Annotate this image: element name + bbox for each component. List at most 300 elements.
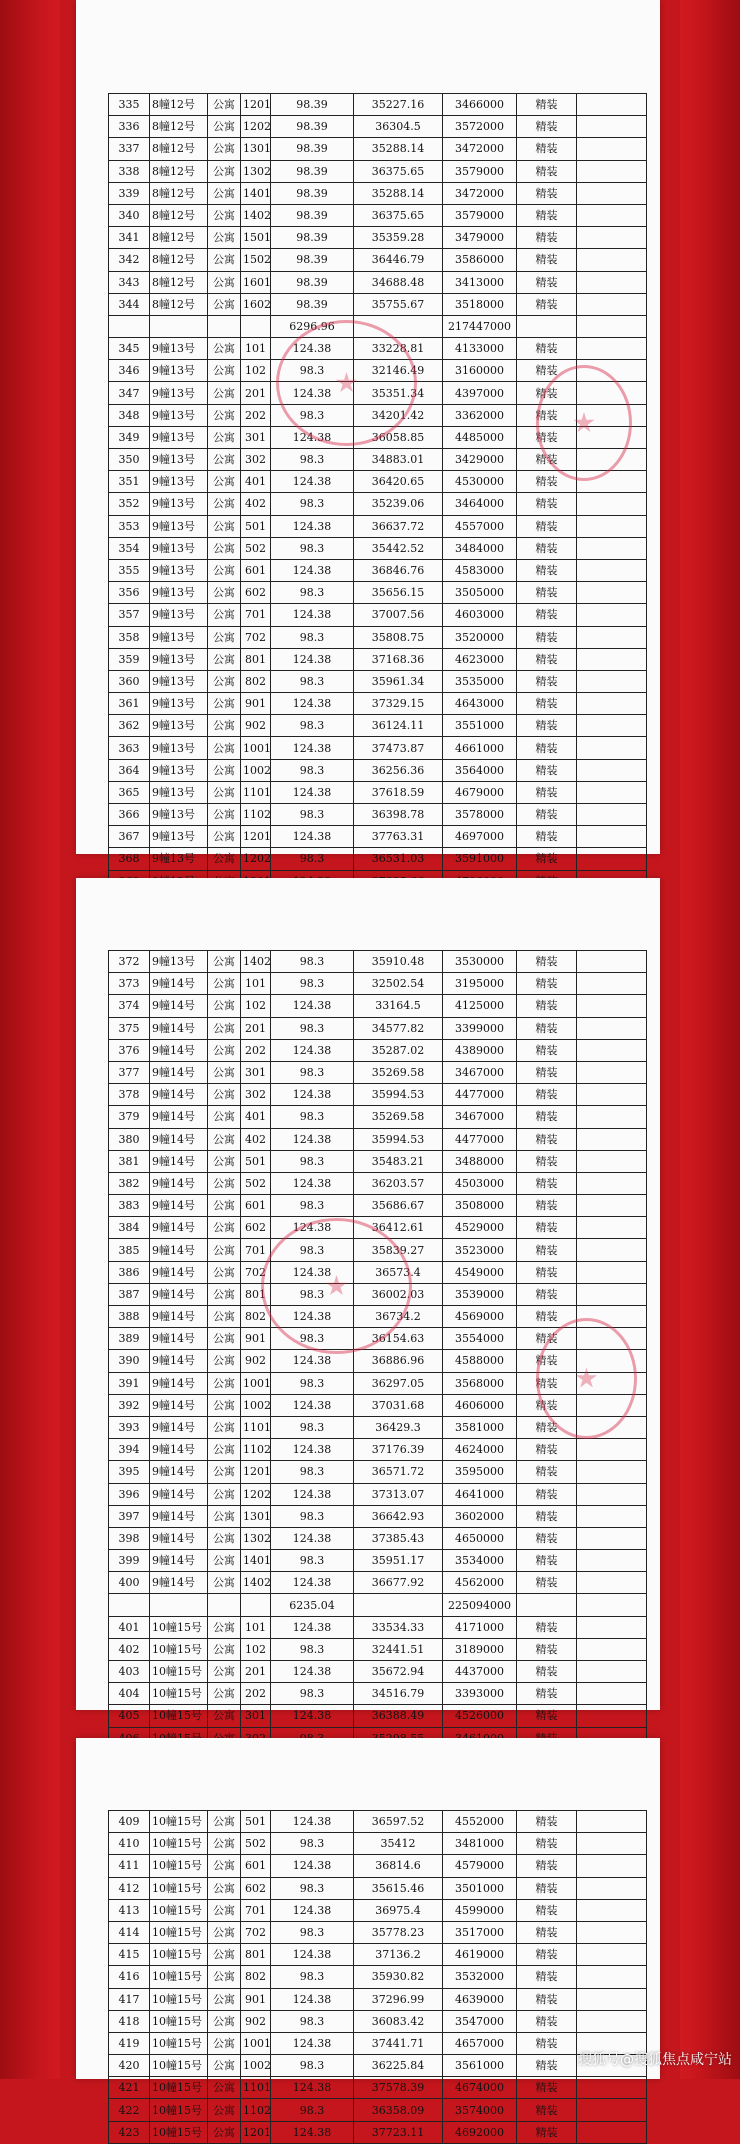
table-cell: 10幢15号 [150,2099,208,2121]
table-cell: 410 [109,1833,150,1855]
table-cell: 415 [109,1944,150,1966]
table-cell: 精装 [517,995,577,1017]
table-cell: 1201 [241,826,271,848]
table-cell: 4641000 [443,1483,517,1505]
table-row [109,1683,647,1705]
table-cell: 354 [109,537,150,559]
table-cell: 8幢12号 [150,116,208,138]
table-cell: 102 [241,360,271,382]
table-cell: 3535000 [443,670,517,692]
table-cell: 36446.79 [354,249,443,271]
table-cell: 352 [109,493,150,515]
table-cell: 4529000 [443,1217,517,1239]
table-cell: 124.38 [271,693,354,715]
table-cell: 4623000 [443,648,517,670]
table-cell: 358 [109,626,150,648]
table-cell: 公寓 [208,1172,241,1194]
table-cell: 9幢13号 [150,515,208,537]
table-cell: 3586000 [443,249,517,271]
table-cell: 1502 [241,249,271,271]
table-cell: 精装 [517,1195,577,1217]
table-row [109,826,647,848]
table-cell: 35615.46 [354,1877,443,1899]
table-row [109,1195,647,1217]
table-cell: 10幢15号 [150,1638,208,1660]
table-cell: 381 [109,1150,150,1172]
table-row [109,1616,647,1638]
table-cell: 9幢13号 [150,582,208,604]
table-cell: 4697000 [443,826,517,848]
table-row [109,1638,647,1660]
table-cell: 1201 [241,2121,271,2143]
table-cell: 35288.14 [354,182,443,204]
table-cell: 901 [241,1328,271,1350]
table-cell: 精装 [517,1416,577,1438]
table-cell: 3564000 [443,759,517,781]
table-cell: 202 [241,1039,271,1061]
table-row [109,626,647,648]
table-cell: 3595000 [443,1461,517,1483]
table-cell: 98.3 [271,973,354,995]
table-cell: 343 [109,271,150,293]
table-cell: 395 [109,1461,150,1483]
table-cell: 35839.27 [354,1239,443,1261]
table-cell: 精装 [517,1039,577,1061]
table-cell: 36571.72 [354,1461,443,1483]
table-cell: 9幢14号 [150,1283,208,1305]
table-cell: 3554000 [443,1328,517,1350]
table-cell: 124.38 [271,1616,354,1638]
table-cell-empty [577,1172,647,1194]
table-cell: 202 [241,404,271,426]
table-cell: 公寓 [208,582,241,604]
table-cell: 201 [241,382,271,404]
table-row [109,737,647,759]
table-row [109,1966,647,1988]
table-cell-empty [577,94,647,116]
table-cell: 1301 [241,138,271,160]
table-cell: 精装 [517,1461,577,1483]
table-cell: 公寓 [208,182,241,204]
table-row [109,2121,647,2143]
table-cell: 3568000 [443,1372,517,1394]
table-cell: 1402 [241,204,271,226]
table-cell: 1202 [241,1483,271,1505]
table-cell-empty [577,1283,647,1305]
table-cell: 9幢14号 [150,1217,208,1239]
table-cell [150,1594,208,1616]
table-cell: 4549000 [443,1261,517,1283]
table-cell: 37618.59 [354,781,443,803]
table-cell: 精装 [517,1833,577,1855]
table-cell: 124.38 [271,1306,354,1328]
table-row [109,1811,647,1833]
price-table-page-1 [108,93,647,937]
table-cell: 4603000 [443,604,517,626]
table-cell: 精装 [517,1483,577,1505]
table-cell: 公寓 [208,537,241,559]
table-cell: 9幢14号 [150,1461,208,1483]
table-cell: 精装 [517,1638,577,1660]
table-cell: 338 [109,160,150,182]
table-cell: 124.38 [271,515,354,537]
table-cell: 9幢14号 [150,1061,208,1083]
table-cell: 98.3 [271,951,354,973]
table-row [109,1705,647,1727]
table-cell: 9幢13号 [150,670,208,692]
table-cell: 34883.01 [354,449,443,471]
table-cell: 10幢15号 [150,1683,208,1705]
table-cell: 公寓 [208,604,241,626]
table-cell: 精装 [517,1261,577,1283]
table-cell: 公寓 [208,973,241,995]
table-cell: 10幢15号 [150,2121,208,2143]
table-cell: 公寓 [208,227,241,249]
table-cell: 98.3 [271,1833,354,1855]
table-cell: 301 [241,1705,271,1727]
table-cell-empty [577,648,647,670]
table-cell: 3581000 [443,1416,517,1438]
table-cell: 精装 [517,2077,577,2099]
table-cell: 902 [241,2010,271,2032]
table-cell: 精装 [517,138,577,160]
table-cell: 精装 [517,1899,577,1921]
table-cell: 精装 [517,1661,577,1683]
table-cell: 353 [109,515,150,537]
table-cell: 精装 [517,848,577,870]
table-cell: 4624000 [443,1439,517,1461]
table-cell: 347 [109,382,150,404]
table-cell: 35359.28 [354,227,443,249]
table-cell: 702 [241,626,271,648]
table-row [109,804,647,826]
table-cell: 386 [109,1261,150,1283]
table-cell: 396 [109,1483,150,1505]
table-cell-empty [577,515,647,537]
table-cell: 422 [109,2099,150,2121]
table-cell: 公寓 [208,1461,241,1483]
table-cell: 精装 [517,2121,577,2143]
table-cell: 124.38 [271,1661,354,1683]
table-cell-empty [577,951,647,973]
table-cell: 10幢15号 [150,2010,208,2032]
table-cell: 9幢14号 [150,1483,208,1505]
table-cell: 4650000 [443,1527,517,1549]
table-cell-empty [577,1150,647,1172]
table-cell: 98.3 [271,1461,354,1483]
table-row [109,1106,647,1128]
table-cell: 1002 [241,2055,271,2077]
table-cell: 公寓 [208,1261,241,1283]
table-cell: 401 [241,1106,271,1128]
table-cell: 124.38 [271,1084,354,1106]
table-cell: 35288.14 [354,138,443,160]
table-cell: 公寓 [208,951,241,973]
table-cell: 403 [109,1661,150,1683]
table-cell: 36388.49 [354,1705,443,1727]
table-cell: 精装 [517,1705,577,1727]
table-cell: 124.38 [271,826,354,848]
table-cell: 602 [241,582,271,604]
table-cell: 502 [241,1172,271,1194]
table-cell: 3466000 [443,94,517,116]
table-cell: 公寓 [208,1855,241,1877]
table-cell: 4477000 [443,1084,517,1106]
table-cell: 344 [109,293,150,315]
table-cell: 362 [109,715,150,737]
table-cell: 36637.72 [354,515,443,537]
table-cell: 公寓 [208,1128,241,1150]
table-cell: 35930.82 [354,1966,443,1988]
table-row [109,1150,647,1172]
table-cell: 公寓 [208,648,241,670]
table-cell: 702 [241,1261,271,1283]
table-cell: 精装 [517,1150,577,1172]
table-row [109,515,647,537]
table-cell: 124.38 [271,1572,354,1594]
table-cell-empty [577,670,647,692]
table-cell: 98.3 [271,582,354,604]
table-cell: 3547000 [443,2010,517,2032]
table-cell: 502 [241,537,271,559]
table-cell: 3561000 [443,2055,517,2077]
table-cell: 精装 [517,951,577,973]
table-cell: 精装 [517,1394,577,1416]
table-cell: 4661000 [443,737,517,759]
table-cell: 98.3 [271,537,354,559]
table-cell: 公寓 [208,1661,241,1683]
table-row [109,848,647,870]
table-cell: 413 [109,1899,150,1921]
table-cell: 精装 [517,116,577,138]
table-cell: 802 [241,1306,271,1328]
table-cell: 9幢14号 [150,973,208,995]
table-row [109,1988,647,2010]
table-cell: 3472000 [443,138,517,160]
table-cell: 363 [109,737,150,759]
table-cell-empty [577,1039,647,1061]
table-cell: 35442.52 [354,537,443,559]
table-cell: 411 [109,1855,150,1877]
table-cell: 4588000 [443,1350,517,1372]
table-cell: 公寓 [208,1416,241,1438]
table-cell: 37723.11 [354,2121,443,2143]
table-cell: 36886.96 [354,1350,443,1372]
table-cell: 37441.71 [354,2032,443,2054]
table-cell: 3189000 [443,1638,517,1660]
table-cell: 精装 [517,249,577,271]
table-cell: 349 [109,426,150,448]
table-cell: 37763.31 [354,826,443,848]
table-cell: 3464000 [443,493,517,515]
table-cell [208,315,241,337]
table-row [109,2032,647,2054]
table-cell: 385 [109,1239,150,1261]
table-cell: 精装 [517,537,577,559]
table-cell: 392 [109,1394,150,1416]
table-cell: 361 [109,693,150,715]
table-cell: 1202 [241,848,271,870]
table-cell [517,315,577,337]
table-cell-empty [577,338,647,360]
table-row [109,1128,647,1150]
table-row [109,559,647,581]
table-cell: 公寓 [208,1833,241,1855]
table-cell: 精装 [517,648,577,670]
table-cell: 423 [109,2121,150,2143]
table-cell: 36642.93 [354,1505,443,1527]
table-cell: 124.38 [271,1944,354,1966]
table-cell-empty [577,1061,647,1083]
table-cell: 精装 [517,227,577,249]
table-cell: 1102 [241,1439,271,1461]
table-cell: 36002.03 [354,1283,443,1305]
table-cell-empty [577,973,647,995]
table-cell: 公寓 [208,715,241,737]
table-cell: 9幢13号 [150,493,208,515]
table-cell: 124.38 [271,1527,354,1549]
table-cell: 302 [241,449,271,471]
table-cell: 公寓 [208,1921,241,1943]
table-row [109,249,647,271]
table-cell-empty [577,1084,647,1106]
table-row [109,648,647,670]
table-cell: 9幢14号 [150,1017,208,1039]
table-cell: 精装 [517,804,577,826]
table-cell: 公寓 [208,1394,241,1416]
table-cell: 3195000 [443,973,517,995]
table-cell: 9幢14号 [150,1439,208,1461]
table-cell: 602 [241,1877,271,1899]
table-row [109,537,647,559]
table-cell: 9幢13号 [150,804,208,826]
table-cell: 公寓 [208,1150,241,1172]
table-cell: 3429000 [443,449,517,471]
table-row [109,781,647,803]
table-cell: 337 [109,138,150,160]
table-cell: 102 [241,995,271,1017]
table-cell: 公寓 [208,1572,241,1594]
table-cell: 9幢13号 [150,559,208,581]
table-cell: 98.3 [271,404,354,426]
background-right-band [680,0,740,2079]
table-cell: 10幢15号 [150,1988,208,2010]
table-cell: 412 [109,1877,150,1899]
table-cell: 124.38 [271,426,354,448]
table-cell: 98.3 [271,1505,354,1527]
table-cell: 公寓 [208,1283,241,1305]
table-cell: 404 [109,1683,150,1705]
table-row [109,1594,647,1616]
table-cell: 802 [241,670,271,692]
table-cell: 公寓 [208,1306,241,1328]
table-cell: 精装 [517,1527,577,1549]
table-cell: 3501000 [443,1877,517,1899]
table-cell: 3602000 [443,1505,517,1527]
watermark-text: 搜狐号@搜狐焦点咸宁站 [578,2052,732,2068]
table-cell: 36358.09 [354,2099,443,2121]
table-cell: 98.3 [271,1416,354,1438]
table-cell: 9幢14号 [150,1150,208,1172]
table-cell: 9幢14号 [150,1039,208,1061]
table-cell: 精装 [517,160,577,182]
table-cell: 401 [241,471,271,493]
table-cell: 601 [241,1855,271,1877]
table-row [109,1661,647,1683]
table-cell: 9幢13号 [150,781,208,803]
table-cell: 公寓 [208,293,241,315]
table-cell: 124.38 [271,2121,354,2143]
table-cell: 1302 [241,160,271,182]
table-cell: 124.38 [271,2032,354,2054]
table-cell: 4692000 [443,2121,517,2143]
table-cell: 388 [109,1306,150,1328]
table-cell: 901 [241,1988,271,2010]
table-cell: 35287.02 [354,1039,443,1061]
table-cell: 98.3 [271,1239,354,1261]
table-cell: 精装 [517,1084,577,1106]
table-cell: 98.3 [271,1372,354,1394]
table-cell: 公寓 [208,737,241,759]
table-row [109,1039,647,1061]
official-seal-stamp [536,1318,637,1439]
table-cell: 36297.05 [354,1372,443,1394]
table-cell: 98.39 [271,293,354,315]
table-cell: 98.3 [271,1106,354,1128]
table-cell: 34577.82 [354,1017,443,1039]
table-cell: 32146.49 [354,360,443,382]
background-left-band [0,0,60,2079]
table-cell: 98.39 [271,182,354,204]
table-cell: 精装 [517,1128,577,1150]
table-cell: 公寓 [208,1039,241,1061]
table-cell: 336 [109,116,150,138]
table-cell: 98.39 [271,138,354,160]
table-cell: 9幢14号 [150,1106,208,1128]
table-cell: 4569000 [443,1306,517,1328]
table-cell: 9幢14号 [150,1261,208,1283]
table-row [109,1084,647,1106]
table-cell: 124.38 [271,1811,354,1833]
table-cell: 1102 [241,2099,271,2121]
table-cell: 342 [109,249,150,271]
table-cell: 98.39 [271,94,354,116]
table-cell-empty [577,1921,647,1943]
table-cell: 36304.5 [354,116,443,138]
table-cell: 1501 [241,227,271,249]
table-cell: 901 [241,693,271,715]
table-cell: 10幢15号 [150,2077,208,2099]
table-cell: 精装 [517,1966,577,1988]
table-cell-empty [577,1439,647,1461]
table-cell-empty [577,626,647,648]
table-cell: 公寓 [208,626,241,648]
table-cell: 34516.79 [354,1683,443,1705]
table-row [109,1833,647,1855]
table-cell: 公寓 [208,826,241,848]
table-cell: 37176.39 [354,1439,443,1461]
table-cell: 9幢13号 [150,626,208,648]
table-cell: 501 [241,1150,271,1172]
table-cell: 37313.07 [354,1483,443,1505]
table-cell: 1002 [241,1394,271,1416]
table-cell: 124.38 [271,1039,354,1061]
table-cell: 10幢15号 [150,1811,208,1833]
table-cell: 359 [109,648,150,670]
table-cell: 9幢13号 [150,951,208,973]
table-row [109,138,647,160]
table-cell: 124.38 [271,737,354,759]
